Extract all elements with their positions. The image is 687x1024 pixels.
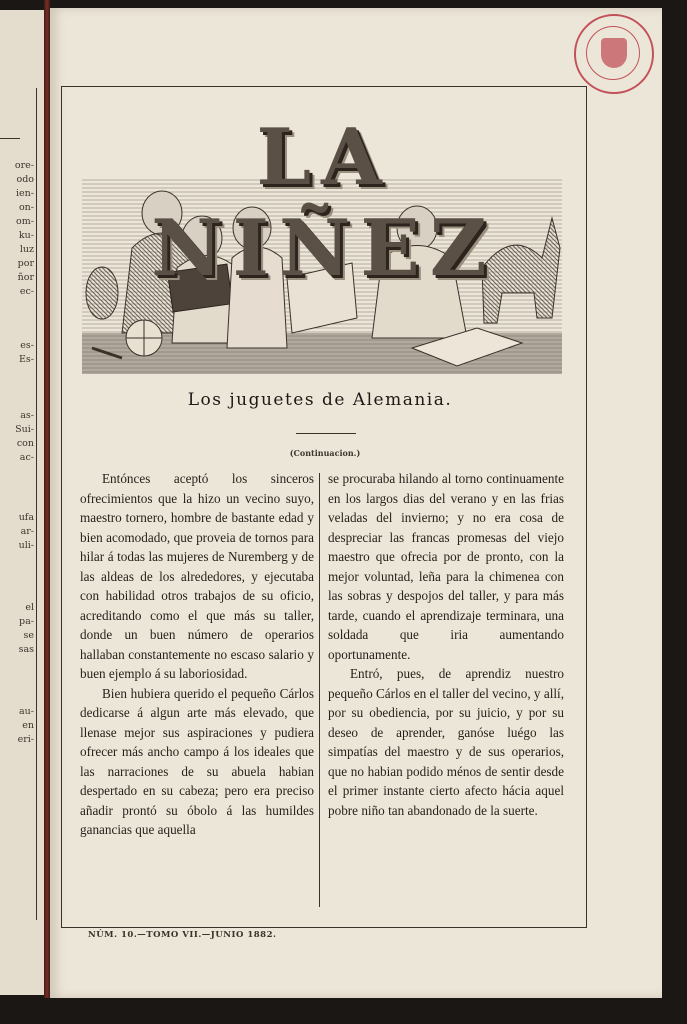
left-page-fragment: por (17, 258, 34, 269)
left-page-fragment: au- (19, 706, 34, 717)
scan-bottom-edge (0, 998, 687, 1024)
right-shadow (662, 8, 687, 998)
left-page-fragment: sas (18, 644, 34, 655)
left-page-fragment: en (22, 720, 34, 731)
left-page-fragment: uli- (18, 540, 34, 551)
left-page-frame-rule (36, 88, 37, 920)
left-page-fragment: el (25, 602, 34, 613)
article-subtitle: (Continuacion.) (289, 448, 361, 458)
left-page-fragment: ac- (19, 452, 34, 463)
left-page-fragment: pa- (19, 616, 34, 627)
left-page-fragment: con (16, 438, 34, 449)
left-page-fragment: ar- (20, 526, 34, 537)
text-column-left (80, 469, 314, 840)
column-divider (319, 473, 320, 907)
crest-icon (601, 38, 627, 68)
paragraph: Bien hubiera querido el pequeño Cárlos dedicarse á algun arte más elevado, que llenase mejor sus aspiraciones y pudiera ofrecer más ancho campo á los ideales que las narraciones de su abuela habian despertado en su cabeza; pero era preciso añadir prontó su óbolo á las humildes ganancias que aquella (80, 685, 314, 837)
left-page-fragment: as- (20, 410, 34, 421)
issue-footer: NÚM. 10.—TOMO VII.—JUNIO 1882. (88, 930, 277, 940)
masthead-title: LA NIÑEZ (151, 112, 497, 294)
left-page-fragment: on- (18, 202, 34, 213)
left-page-fragment: om- (16, 216, 34, 227)
left-page-fragment: se (23, 630, 34, 641)
paragraph: se procuraba hilando al torno continuamente en los largos dias del verano y en las frias veladas del invierno; y no era cosa de despreciar las francas promesas del viejo maestro que ofrecia por de pronto, con la mejor voluntad, leña para la chimenea con las sobras y despojos del taller, y para más tarde, cuando el aprendizaje terminara, una soldada que iria aumentando oportunamente. (328, 471, 564, 662)
left-page-fragment: eri- (17, 734, 34, 745)
library-stamp (574, 14, 654, 94)
left-page-fragment: ien- (16, 188, 34, 199)
title-rule (296, 433, 356, 434)
magazine-page (50, 8, 662, 998)
left-page-fragment: Es- (18, 354, 34, 365)
left-page-rule (0, 138, 20, 139)
left-page-fragment: ec- (19, 286, 34, 297)
paragraph: Entró, pues, de aprendiz nuestro pequeño Cárlos en el taller del vecino, y allí, por su obediencia, por su juicio, y por su deseo de aprender, ganóse luégo las simpatías del maestro y de sus operarios, que no habian podido ménos de sentir desde el primer instante cierto afecto hácia aquel pobre niño tan abandonado de la suerte. (328, 666, 564, 818)
left-page-fragment: ufa (18, 512, 34, 523)
left-page-fragment: luz (19, 244, 34, 255)
left-page-fragment: odo (16, 174, 34, 185)
left-page-fragment: ku- (18, 230, 34, 241)
left-page-fragment: ñor (17, 272, 34, 283)
left-page-fragment: Sui- (15, 424, 34, 435)
left-page-edge (0, 10, 46, 995)
article-title: Los juguetes de Alemania. (187, 390, 453, 410)
paragraph: Entónces aceptó los sinceros ofrecimientos que la hizo un vecino suyo, maestro tornero, hombre de bastante edad y bien acomodado, que proveia de tornos para hilar á todas las mujeres de Nuremberg y de las aldeas de los alrededores, y ejecutaba con habilidad otros trabajos de su oficio, acreditando como el que más su taller, donde un buen número de operarios hallaban constantemente no escaso salario y buen ejemplo á su laboriosidad. (80, 471, 314, 681)
text-column-right (328, 469, 564, 820)
left-page-fragment: ore- (14, 160, 34, 171)
left-page-fragment: es- (20, 340, 34, 351)
